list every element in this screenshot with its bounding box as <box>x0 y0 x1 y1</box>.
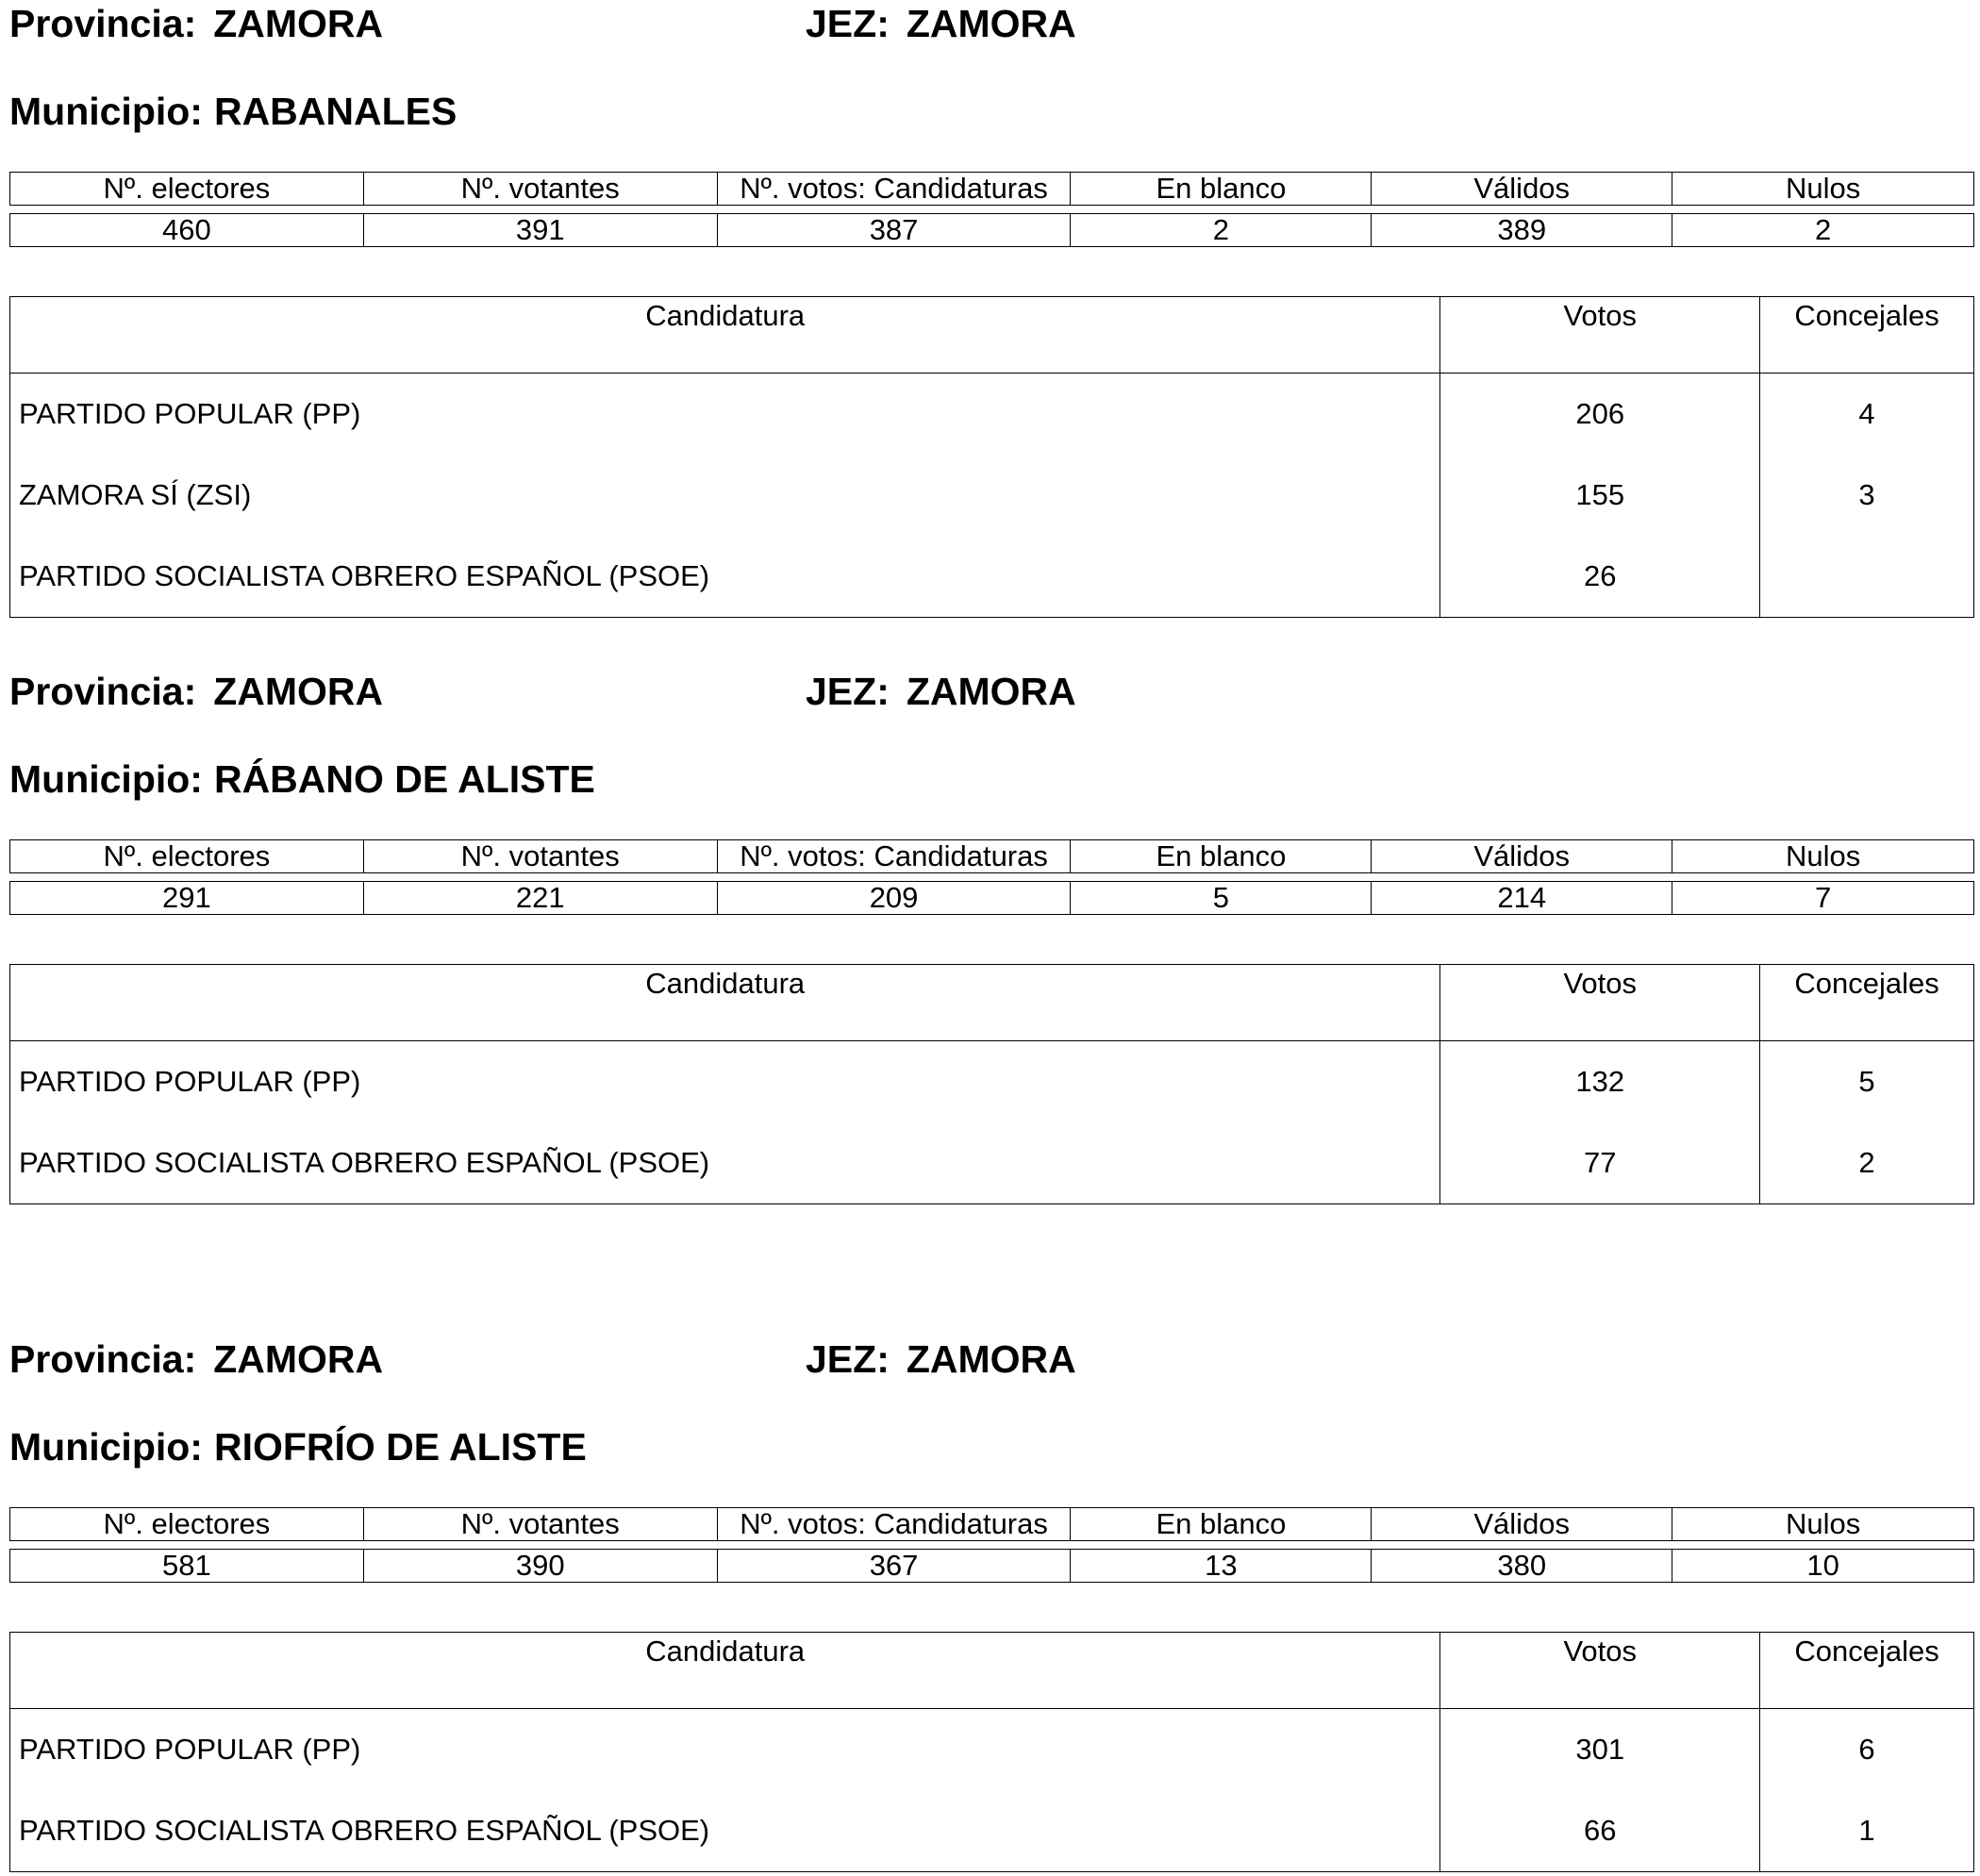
stats-value-cell: 291 <box>10 882 364 915</box>
jez-value: ZAMORA <box>906 670 1076 713</box>
votos-cell: 66 <box>1440 1790 1760 1872</box>
provincia-label: Provincia: <box>9 2 197 45</box>
votos-cell: 26 <box>1440 536 1760 618</box>
stats-table <box>9 839 1974 915</box>
stats-value-row <box>10 882 1974 915</box>
stats-header-cell: En blanco <box>1071 1508 1372 1541</box>
candidatura-header: Candidatura <box>10 297 1440 374</box>
jez-heading <box>806 1336 1076 1383</box>
jez-label: JEZ: <box>806 670 890 713</box>
votos-cell: 301 <box>1440 1709 1760 1791</box>
provincia-heading <box>9 668 383 715</box>
stats-header-cell: Nulos <box>1672 1508 1974 1541</box>
stats-value-cell: 391 <box>363 214 717 247</box>
stats-header-cell: Nº. electores <box>10 840 364 873</box>
municipio-value: RABANALES <box>213 90 458 133</box>
stats-header-cell: Nº. votos: Candidaturas <box>717 840 1071 873</box>
stats-header-cell: Válidos <box>1372 1508 1672 1541</box>
candidatura-cell: PARTIDO SOCIALISTA OBRERO ESPAÑOL (PSOE) <box>10 1790 1440 1872</box>
stats-value-cell: 367 <box>717 1550 1071 1583</box>
provincia-value: ZAMORA <box>213 2 384 45</box>
provincia-value: ZAMORA <box>213 1337 384 1381</box>
stats-value-cell: 380 <box>1372 1550 1672 1583</box>
results-row <box>10 1709 1974 1791</box>
stats-header-cell: Nº. votantes <box>363 173 717 206</box>
stats-header-cell: Nº. votos: Candidaturas <box>717 1508 1071 1541</box>
provincia-label: Provincia: <box>9 670 197 713</box>
stats-header-cell: Válidos <box>1372 840 1672 873</box>
concejales-header: Concejales <box>1760 965 1974 1041</box>
results-row <box>10 1041 1974 1123</box>
provincia-label: Provincia: <box>9 1337 197 1381</box>
candidatura-cell: PARTIDO POPULAR (PP) <box>10 1041 1440 1123</box>
provincia-value: ZAMORA <box>213 670 384 713</box>
votos-cell: 132 <box>1440 1041 1760 1123</box>
results-row <box>10 374 1974 456</box>
stats-header-cell: Nulos <box>1672 173 1974 206</box>
concejales-cell: 1 <box>1760 1790 1974 1872</box>
stats-value-cell: 221 <box>363 882 717 915</box>
stats-value-cell: 209 <box>717 882 1071 915</box>
results-row <box>10 536 1974 618</box>
stats-value-cell: 7 <box>1672 882 1974 915</box>
municipio-label: Municipio: <box>9 757 203 801</box>
stats-value-row <box>10 1550 1974 1583</box>
candidatura-header: Candidatura <box>10 965 1440 1041</box>
stats-header-cell: Nº. votantes <box>363 840 717 873</box>
concejales-header: Concejales <box>1760 1633 1974 1709</box>
stats-value-cell: 2 <box>1071 214 1372 247</box>
jez-value: ZAMORA <box>906 1337 1076 1381</box>
jez-label: JEZ: <box>806 2 890 45</box>
stats-value-cell: 387 <box>717 214 1071 247</box>
stats-header-cell: Nº. electores <box>10 173 364 206</box>
stats-header-row <box>10 173 1974 206</box>
stats-table <box>9 172 1974 247</box>
jez-label: JEZ: <box>806 1337 890 1381</box>
candidatura-cell: PARTIDO POPULAR (PP) <box>10 1709 1440 1791</box>
municipio-heading <box>9 755 595 803</box>
concejales-cell: 4 <box>1760 374 1974 456</box>
concejales-cell: 6 <box>1760 1709 1974 1791</box>
results-table <box>9 296 1974 618</box>
stats-value-cell: 460 <box>10 214 364 247</box>
stats-value-cell: 389 <box>1372 214 1672 247</box>
results-header-row <box>10 297 1974 374</box>
municipio-label: Municipio: <box>9 90 203 133</box>
municipio-heading <box>9 88 457 135</box>
municipio-label: Municipio: <box>9 1425 203 1469</box>
municipio-value: RIOFRÍO DE ALISTE <box>213 1425 587 1469</box>
stats-header-cell: Nº. electores <box>10 1508 364 1541</box>
provincia-heading <box>9 1336 383 1383</box>
stats-value-cell: 581 <box>10 1550 364 1583</box>
stats-header-cell: Nº. votos: Candidaturas <box>717 173 1071 206</box>
stats-header-cell: En blanco <box>1071 840 1372 873</box>
results-table <box>9 964 1974 1204</box>
stats-value-cell: 214 <box>1372 882 1672 915</box>
stats-value-cell: 13 <box>1071 1550 1372 1583</box>
concejales-cell <box>1760 536 1974 618</box>
votos-header: Votos <box>1440 297 1760 374</box>
stats-header-cell: Nº. votantes <box>363 1508 717 1541</box>
concejales-cell: 3 <box>1760 455 1974 536</box>
jez-value: ZAMORA <box>906 2 1076 45</box>
jez-heading <box>806 0 1076 47</box>
votos-cell: 77 <box>1440 1122 1760 1204</box>
votos-cell: 206 <box>1440 374 1760 456</box>
stats-value-cell: 2 <box>1672 214 1974 247</box>
candidatura-cell: PARTIDO SOCIALISTA OBRERO ESPAÑOL (PSOE) <box>10 1122 1440 1204</box>
municipio-value: RÁBANO DE ALISTE <box>213 757 595 801</box>
candidatura-cell: ZAMORA SÍ (ZSI) <box>10 455 1440 536</box>
stats-value-cell: 5 <box>1071 882 1372 915</box>
concejales-cell: 5 <box>1760 1041 1974 1123</box>
candidatura-cell: PARTIDO SOCIALISTA OBRERO ESPAÑOL (PSOE) <box>10 536 1440 618</box>
concejales-cell: 2 <box>1760 1122 1974 1204</box>
results-row <box>10 1790 1974 1872</box>
votos-header: Votos <box>1440 1633 1760 1709</box>
stats-value-cell: 390 <box>363 1550 717 1583</box>
stats-value-cell: 10 <box>1672 1550 1974 1583</box>
stats-header-cell: Nulos <box>1672 840 1974 873</box>
stats-header-cell: Válidos <box>1372 173 1672 206</box>
stats-header-cell: En blanco <box>1071 173 1372 206</box>
stats-value-row <box>10 214 1974 247</box>
results-header-row <box>10 965 1974 1041</box>
results-row <box>10 1122 1974 1204</box>
candidatura-cell: PARTIDO POPULAR (PP) <box>10 374 1440 456</box>
candidatura-header: Candidatura <box>10 1633 1440 1709</box>
votos-header: Votos <box>1440 965 1760 1041</box>
municipio-heading <box>9 1423 587 1470</box>
results-header-row <box>10 1633 1974 1709</box>
results-row <box>10 455 1974 536</box>
concejales-header: Concejales <box>1760 297 1974 374</box>
jez-heading <box>806 668 1076 715</box>
provincia-heading <box>9 0 383 47</box>
stats-table <box>9 1507 1974 1583</box>
stats-header-row <box>10 840 1974 873</box>
results-table <box>9 1632 1974 1872</box>
votos-cell: 155 <box>1440 455 1760 536</box>
stats-header-row <box>10 1508 1974 1541</box>
